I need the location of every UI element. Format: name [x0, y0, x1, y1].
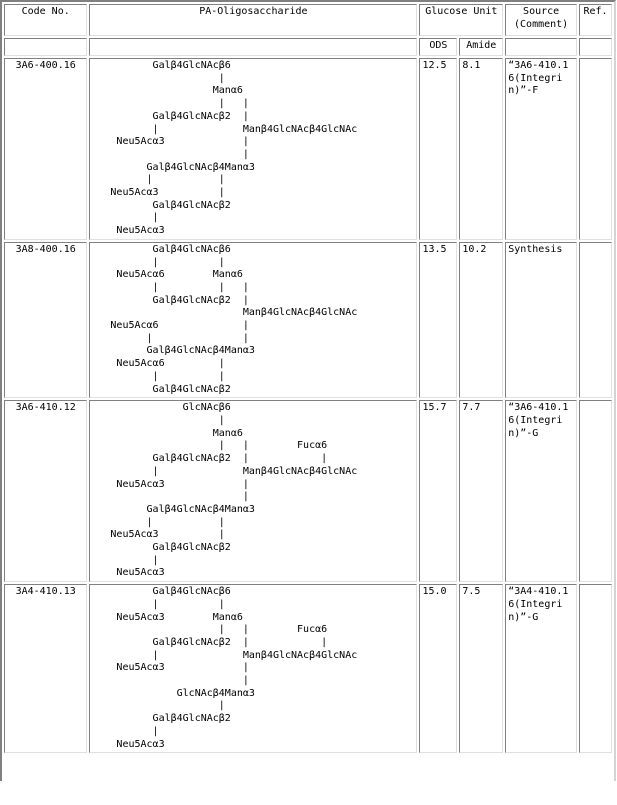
- oligosaccharide-table: [2, 2, 614, 755]
- row-amide: 8.1: [459, 58, 503, 240]
- row-structure: [89, 400, 417, 582]
- row-code: 3A6-410.12: [4, 400, 87, 582]
- structure-diagram: GlcNAcβ6 | Manα6 | | Fucα6 Galβ4GlcNAcβ2 | | | Manβ4GlcNAcβ4GlcNAc Neu5Acα3 | | Galβ4GlcNAcβ4Manα3 | | Neu5Acα3 | Galβ4GlcNAcβ2 | Neu5Acα3: [110, 402, 358, 579]
- row-amide: 10.2: [459, 242, 503, 398]
- row-ods: 15.7: [419, 400, 457, 582]
- row-ref: [579, 58, 612, 240]
- row-ods: 12.5: [419, 58, 457, 240]
- subheader-empty-source: [505, 38, 577, 56]
- row-source: “3A6-410.16(Integrin)”-F: [505, 58, 577, 240]
- subheader-empty-ref: [579, 38, 612, 56]
- subheader-row: [4, 38, 612, 56]
- header-code: Code No.: [4, 4, 87, 36]
- header-pa-oligosaccharide: PA-Oligosaccharide: [89, 4, 417, 36]
- row-ref: [579, 400, 612, 582]
- row-source: “3A4-410.16(Integrin)”-G: [505, 584, 577, 753]
- row-amide: 7.5: [459, 584, 503, 753]
- page-bottom: [0, 781, 617, 805]
- row-ods: 13.5: [419, 242, 457, 398]
- structure-diagram: Galβ4GlcNAcβ6 | | Neu5Acα6 Manα6 | | | Galβ4GlcNAcβ2 | Manβ4GlcNAcβ4GlcNAc Neu5Acα6 | | | Galβ4GlcNAcβ4Manα3 Neu5Acα6 | | | Galβ4GlcNAcβ2: [110, 243, 358, 395]
- row-structure: [89, 58, 417, 240]
- row-amide: 7.7: [459, 400, 503, 582]
- row-source: Synthesis: [505, 242, 577, 398]
- row-structure: [89, 242, 417, 398]
- table-row: [4, 400, 612, 582]
- table-row: [4, 242, 612, 398]
- header-ref: Ref.: [579, 4, 612, 36]
- header-row: [4, 4, 612, 36]
- row-code: 3A6-400.16: [4, 58, 87, 240]
- row-code: 3A4-410.13: [4, 584, 87, 753]
- row-ref: [579, 584, 612, 753]
- subheader-ods: ODS: [419, 38, 457, 56]
- subheader-amide: Amide: [459, 38, 503, 56]
- row-ods: 15.0: [419, 584, 457, 753]
- header-source: Source (Comment): [505, 4, 577, 36]
- subheader-empty-pa: [89, 38, 417, 56]
- row-source: “3A6-410.16(Integrin)”-G: [505, 400, 577, 582]
- header-glucose-unit: Glucose Unit: [419, 4, 503, 36]
- row-code: 3A8-400.16: [4, 242, 87, 398]
- subheader-empty-code: [4, 38, 87, 56]
- row-structure: [89, 584, 417, 753]
- structure-diagram: Galβ4GlcNAcβ6 | Manα6 | | Galβ4GlcNAcβ2 | | Manβ4GlcNAcβ4GlcNAc Neu5Acα3 | | Galβ4GlcNAcβ4Manα3 | | Neu5Acα3 | Galβ4GlcNAcβ2 | Neu5Acα3: [110, 60, 358, 237]
- table-row: [4, 58, 612, 240]
- row-ref: [579, 242, 612, 398]
- structure-diagram: Galβ4GlcNAcβ6 | | Neu5Acα3 Manα6 | | Fucα6 Galβ4GlcNAcβ2 | | | Manβ4GlcNAcβ4GlcNAc Neu5Acα3 | | GlcNAcβ4Manα3 | Galβ4GlcNAcβ2 | Neu5Acα3: [116, 586, 358, 750]
- table-row: [4, 584, 612, 753]
